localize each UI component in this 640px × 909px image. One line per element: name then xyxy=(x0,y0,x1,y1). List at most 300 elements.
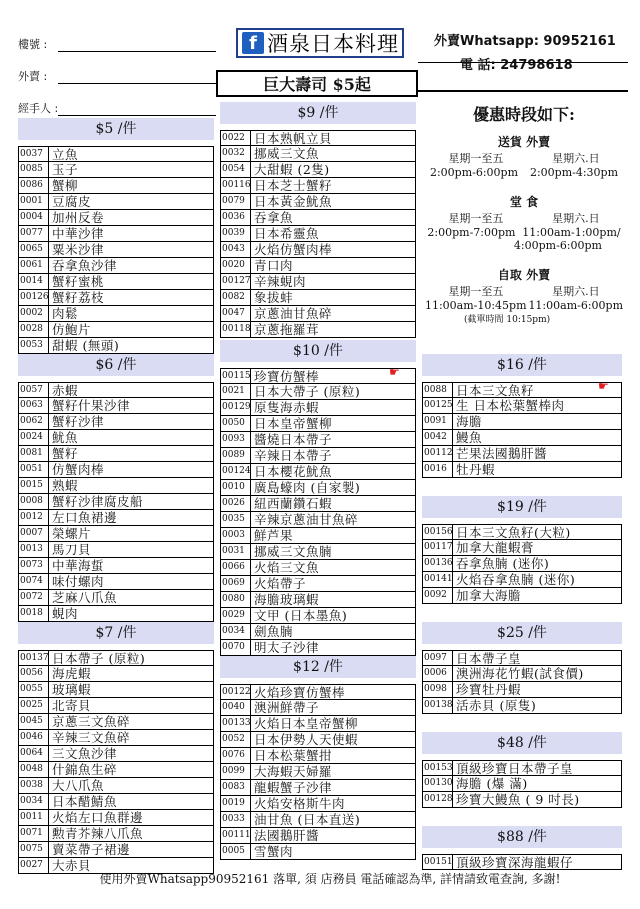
item-code: 0039 xyxy=(221,226,251,241)
menu-row xyxy=(18,574,214,590)
item-name: 味付螺肉 xyxy=(52,574,105,589)
item-name: 雪蟹肉 xyxy=(254,844,294,859)
item-name: 豆腐皮 xyxy=(52,194,92,209)
item-name: 火焰吞拿魚腩 (迷你) xyxy=(456,572,576,587)
menu-row xyxy=(422,430,622,446)
promo-time: 2:00pm-6:00pm xyxy=(429,166,519,179)
item-name: 蜆肉 xyxy=(52,606,79,621)
menu-row xyxy=(220,242,416,258)
item-code: 0066 xyxy=(221,560,251,575)
section-price-header: $7 /件 xyxy=(18,622,214,644)
menu-row xyxy=(422,382,622,398)
menu-row xyxy=(422,776,622,792)
item-name: 澳洲海花竹蝦(試食價) xyxy=(456,666,584,681)
menu-row xyxy=(18,606,214,622)
menu-row xyxy=(18,714,214,730)
item-name: 蟹籽蜜桃 xyxy=(52,274,105,289)
item-name: 辛辣蜆肉 xyxy=(254,274,307,289)
item-name: 頂級珍寶深海龍蝦仔 xyxy=(456,855,574,869)
item-code: 0015 xyxy=(19,478,49,493)
item-name: 日本帶子皇 xyxy=(456,651,522,665)
item-name: 肉鬆 xyxy=(52,306,79,321)
item-code: 0028 xyxy=(19,322,49,337)
item-code: 0089 xyxy=(221,448,251,463)
menu-row xyxy=(220,480,416,496)
menu-row xyxy=(18,338,214,354)
promo-time: 11:00am-6:00pm xyxy=(528,299,624,312)
item-name: 文甲 (日本墨魚) xyxy=(254,608,348,623)
promo-block-title: 送貨 外賣 xyxy=(497,135,551,149)
menu-row xyxy=(220,146,416,162)
item-name: 油甘魚 (日本直送) xyxy=(254,812,361,827)
menu-row xyxy=(18,306,214,322)
item-code: 0083 xyxy=(221,780,251,795)
item-code: 00141 xyxy=(423,572,453,587)
item-code: 0013 xyxy=(19,542,49,557)
menu-row xyxy=(18,826,214,842)
menu-row xyxy=(18,794,214,810)
item-name: 廣島蠔肉 (自家製) xyxy=(254,480,361,495)
menu-row xyxy=(220,592,416,608)
item-code: 0056 xyxy=(19,666,49,681)
item-code: 0004 xyxy=(19,210,49,225)
menu-table xyxy=(422,650,622,714)
item-name: 火焰仿蟹肉棒 xyxy=(254,242,333,257)
item-code: 0011 xyxy=(19,810,49,825)
item-code: 0077 xyxy=(19,226,49,241)
menu-row xyxy=(220,732,416,748)
menu-table xyxy=(422,854,622,870)
item-code: 0032 xyxy=(221,146,251,161)
item-code: 0052 xyxy=(221,732,251,747)
item-code: 0034 xyxy=(221,624,251,639)
recommend-hand-icon: ☛ xyxy=(598,379,609,393)
item-code: 00111 xyxy=(221,828,251,843)
menu-row xyxy=(18,778,214,794)
menu-row xyxy=(18,746,214,762)
item-code: 0020 xyxy=(221,258,251,273)
item-name: 日本醋鯖魚 xyxy=(52,794,118,809)
item-name: 日本帶子 (原粒) xyxy=(52,651,146,665)
menu-row xyxy=(220,764,416,780)
menu-row xyxy=(220,368,416,384)
item-code: 0099 xyxy=(221,764,251,779)
menu-row xyxy=(18,258,214,274)
item-name: 吞拿魚 xyxy=(254,210,294,225)
item-name: 海膽 (爆 滿) xyxy=(456,776,528,791)
item-name: 京蔥三文魚碎 xyxy=(52,714,131,729)
menu-row xyxy=(422,588,622,604)
menu-row xyxy=(422,760,622,776)
item-name: 中華沙律 xyxy=(52,226,105,241)
menu-row xyxy=(18,446,214,462)
field-floor: 樓號 : xyxy=(18,36,216,54)
item-name: 生 日本松葉蟹棒肉 xyxy=(456,398,565,413)
menu-row xyxy=(18,558,214,574)
item-name: 玉子 xyxy=(52,162,79,177)
menu-row xyxy=(220,226,416,242)
item-code: 0097 xyxy=(423,651,453,665)
menu-row xyxy=(18,290,214,306)
item-code: 00133 xyxy=(221,716,251,731)
item-code: 0092 xyxy=(423,588,453,603)
menu-row xyxy=(18,666,214,682)
menu-row xyxy=(220,274,416,290)
menu-row xyxy=(220,432,416,448)
item-code: 0081 xyxy=(19,446,49,461)
menu-row xyxy=(422,682,622,698)
section-9 xyxy=(220,102,416,338)
field-handler: 經手人 : xyxy=(18,100,216,118)
facebook-icon: f xyxy=(242,32,264,54)
item-code: 0085 xyxy=(19,162,49,177)
item-name: 頂級珍寶日本帶子皇 xyxy=(456,761,574,775)
item-code: 00116 xyxy=(221,178,251,193)
item-code: 00115 xyxy=(222,371,251,381)
item-code: 0062 xyxy=(19,414,49,429)
item-name: 勲青芥辣八爪魚 xyxy=(52,826,144,841)
item-name: 蟹柳 xyxy=(52,178,79,193)
item-code: 0018 xyxy=(19,606,49,621)
menu-row xyxy=(220,844,416,860)
item-name: 北寄貝 xyxy=(52,698,92,713)
item-name: 辛辣三文魚碎 xyxy=(52,730,131,745)
item-code: 0093 xyxy=(221,432,251,447)
item-name: 粟米沙律 xyxy=(52,242,105,257)
menu-row xyxy=(220,306,416,322)
menu-row xyxy=(220,684,416,700)
section-price-header: $10 /件 xyxy=(220,340,416,362)
menu-row xyxy=(422,650,622,666)
menu-row xyxy=(422,462,622,478)
menu-row xyxy=(18,462,214,478)
item-code: 0029 xyxy=(221,608,251,623)
header-rule-2 xyxy=(418,90,628,92)
promo-hours xyxy=(424,102,624,325)
footer-note: 使用外賣Whatsapp90952161 落單, 須 店務員 電話確認為準, 詳情請致電查詢, 多謝! xyxy=(99,872,561,886)
menu-row xyxy=(18,698,214,714)
section-6 xyxy=(18,354,214,622)
menu-row xyxy=(220,448,416,464)
item-name: 海虎蝦 xyxy=(52,666,92,681)
item-code: 00129 xyxy=(221,400,251,415)
item-code: 00137 xyxy=(20,653,49,663)
item-name: 大八爪魚 xyxy=(52,778,105,793)
item-name: 熟蝦 xyxy=(52,478,79,493)
item-name: 明太子沙律 xyxy=(254,640,320,655)
menu-row xyxy=(220,384,416,400)
menu-row xyxy=(422,666,622,682)
promo-day: 星期六.日 xyxy=(552,212,600,225)
menu-row xyxy=(18,526,214,542)
item-code: 0063 xyxy=(19,398,49,413)
menu-row xyxy=(18,590,214,606)
item-code: 00136 xyxy=(423,556,453,571)
menu-row xyxy=(220,210,416,226)
item-code: 0048 xyxy=(19,762,49,777)
item-code: 0025 xyxy=(19,698,49,713)
item-name: 火焰三文魚 xyxy=(254,560,320,575)
item-name: 立魚 xyxy=(52,147,79,161)
item-code: 0014 xyxy=(19,274,49,289)
item-name: 仿鮑片 xyxy=(52,322,92,337)
menu-row xyxy=(220,560,416,576)
menu-row xyxy=(422,854,622,870)
item-code: 0033 xyxy=(221,812,251,827)
item-code: 0071 xyxy=(19,826,49,841)
menu-row xyxy=(18,810,214,826)
item-name: 劍魚腩 xyxy=(254,624,294,639)
menu-row xyxy=(18,650,214,666)
item-name: 澳洲鮮帶子 xyxy=(254,700,320,715)
menu-row xyxy=(18,242,214,258)
item-code: 0019 xyxy=(221,796,251,811)
item-name: 左口魚裙邊 xyxy=(52,510,118,525)
item-name: 加州反卷 xyxy=(52,210,105,225)
menu-row xyxy=(220,624,416,640)
item-name: 榮螺片 xyxy=(52,526,92,541)
menu-row xyxy=(18,322,214,338)
item-name: 辛辣京蔥油甘魚碎 xyxy=(254,512,359,527)
item-name: 珍寶牡丹蝦 xyxy=(456,682,522,697)
item-name: 象拔蚌 xyxy=(254,290,294,305)
item-name: 魷魚 xyxy=(52,430,79,445)
item-code: 0080 xyxy=(221,592,251,607)
item-code: 0073 xyxy=(19,558,49,573)
section-12 xyxy=(220,656,416,860)
item-name: 三文魚沙律 xyxy=(52,746,118,761)
item-name: 賣菜帶子裙邊 xyxy=(52,842,131,857)
item-name: 馬刀貝 xyxy=(52,542,92,557)
item-name: 日本皇帝蟹柳 xyxy=(254,416,333,431)
section-88 xyxy=(422,826,622,870)
item-name: 吞拿魚腩 (迷你) xyxy=(456,556,550,571)
item-name: 珍寶仿蟹棒 xyxy=(254,369,320,383)
item-name: 大海蝦天婦羅 xyxy=(254,764,333,779)
section-price-header: $88 /件 xyxy=(422,826,622,848)
promo-block-title: 堂 食 xyxy=(509,195,539,209)
menu-row xyxy=(18,478,214,494)
item-name: 加拿大龍蝦膏 xyxy=(456,540,535,555)
item-name: 鰻魚 xyxy=(456,430,483,445)
menu-row xyxy=(220,716,416,732)
item-code: 0010 xyxy=(221,480,251,495)
item-code: 0022 xyxy=(221,131,251,145)
item-code: 0091 xyxy=(423,414,453,429)
item-code: 0016 xyxy=(423,462,453,477)
menu-row xyxy=(220,544,416,560)
item-code: 0047 xyxy=(221,306,251,321)
menu-row xyxy=(18,178,214,194)
item-code: 0037 xyxy=(19,147,49,161)
menu-table xyxy=(18,382,214,622)
promo-day: 星期一至五 xyxy=(448,285,504,298)
promo-day: 星期一至五 xyxy=(448,212,504,225)
menu-row xyxy=(18,162,214,178)
menu-row xyxy=(422,398,622,414)
item-name: 挪威三文魚腩 xyxy=(254,544,333,559)
menu-row xyxy=(220,416,416,432)
item-code: 0057 xyxy=(19,383,49,397)
menu-row xyxy=(18,762,214,778)
item-name: 蟹籽沙律 xyxy=(52,414,105,429)
menu-row xyxy=(220,400,416,416)
item-name: 活赤貝 (原隻) xyxy=(456,698,537,713)
menu-row xyxy=(220,780,416,796)
item-code: 0027 xyxy=(19,858,49,873)
menu-table xyxy=(18,146,214,354)
section-price-header: $5 /件 xyxy=(18,118,214,140)
menu-row xyxy=(220,828,416,844)
item-code: 0086 xyxy=(19,178,49,193)
item-name: 日本希靈魚 xyxy=(254,226,320,241)
promo-cutoff: (截單時間 10:15pm) xyxy=(464,315,551,325)
item-code: 0065 xyxy=(19,242,49,257)
menu-row xyxy=(220,640,416,656)
field-takeaway: 外賣 : xyxy=(18,68,216,86)
menu-row xyxy=(422,540,622,556)
item-code: 0012 xyxy=(19,510,49,525)
item-code: 0040 xyxy=(221,700,251,715)
menu-row xyxy=(220,812,416,828)
item-code: 0007 xyxy=(19,526,49,541)
promo-day: 星期六.日 xyxy=(552,285,600,298)
item-code: 00112 xyxy=(423,446,453,461)
menu-row xyxy=(220,130,416,146)
item-code: 0082 xyxy=(221,290,251,305)
menu-row xyxy=(18,226,214,242)
item-name: 日本大帶子 (原粒) xyxy=(254,384,361,399)
menu-row xyxy=(220,576,416,592)
item-code: 00124 xyxy=(221,464,251,479)
section-10 xyxy=(220,340,416,656)
item-code: 0046 xyxy=(19,730,49,745)
menu-row xyxy=(18,414,214,430)
item-name: 火焰帶子 xyxy=(254,576,307,591)
item-code: 0043 xyxy=(221,242,251,257)
item-code: 0051 xyxy=(19,462,49,477)
item-name: 芒果法國鵝肝醬 xyxy=(456,446,548,461)
item-code: 0075 xyxy=(19,842,49,857)
phone-number: 電 話: 24798618 xyxy=(460,58,573,73)
item-name: 大甜蝦 (2隻) xyxy=(254,162,330,177)
menu-table xyxy=(422,382,622,478)
menu-row xyxy=(18,842,214,858)
item-code: 0064 xyxy=(19,746,49,761)
menu-row xyxy=(220,194,416,210)
item-code: 00138 xyxy=(423,698,453,713)
item-name: 日本黃金魷魚 xyxy=(254,194,333,209)
item-code: 0069 xyxy=(221,576,251,591)
menu-row xyxy=(422,698,622,714)
menu-row xyxy=(18,274,214,290)
item-name: 赤蝦 xyxy=(52,383,79,397)
item-code: 0074 xyxy=(19,574,49,589)
item-code: 0061 xyxy=(19,258,49,273)
item-name: 大赤貝 xyxy=(52,858,92,873)
menu-row xyxy=(220,608,416,624)
section-19 xyxy=(422,496,622,604)
item-code: 00130 xyxy=(423,776,453,791)
item-name: 牡丹蝦 xyxy=(456,462,496,477)
item-name: 原隻海赤蝦 xyxy=(254,400,320,415)
section-price-header: $6 /件 xyxy=(18,354,214,376)
item-code: 0036 xyxy=(221,210,251,225)
menu-row xyxy=(220,796,416,812)
item-name: 日本熟帆立貝 xyxy=(254,131,333,145)
item-name: 中華海蜇 xyxy=(52,558,105,573)
menu-row xyxy=(422,446,622,462)
item-name: 海膽玻璃蝦 xyxy=(254,592,320,607)
item-name: 日本三文魚籽(大粒) xyxy=(456,525,571,539)
item-name: 火焰日本皇帝蟹柳 xyxy=(254,716,359,731)
item-code: 0002 xyxy=(19,306,49,321)
menu-row xyxy=(220,496,416,512)
item-code: 0038 xyxy=(19,778,49,793)
menu-row xyxy=(220,700,416,716)
item-code: 00125 xyxy=(423,398,453,413)
item-name: 鮮芦果 xyxy=(254,528,294,543)
promo-day: 星期一至五 xyxy=(448,152,504,165)
item-code: 0008 xyxy=(19,494,49,509)
item-code: 0024 xyxy=(19,430,49,445)
item-name: 吞拿魚沙律 xyxy=(52,258,118,273)
menu-table xyxy=(18,650,214,874)
promo-time: 2:00pm-7:00pm xyxy=(427,226,516,239)
item-name: 甜蝦 (無頭) xyxy=(52,338,120,353)
promo-time: 2:00pm-4:30pm xyxy=(529,166,619,179)
menu-table xyxy=(220,130,416,338)
menu-row xyxy=(18,210,214,226)
item-code: 0070 xyxy=(221,640,251,655)
item-name: 火焰左口魚群邊 xyxy=(52,810,144,825)
menu-row xyxy=(18,730,214,746)
item-code: 0045 xyxy=(19,714,49,729)
item-name: 京蔥油甘魚碎 xyxy=(254,306,333,321)
item-name: 龍蝦蟹子沙律 xyxy=(254,780,333,795)
item-code: 00127 xyxy=(221,274,251,289)
recommend-hand-icon: ☛ xyxy=(389,365,400,379)
item-code: 0042 xyxy=(423,430,453,445)
promo-title: 優惠時段如下: xyxy=(473,105,575,124)
menu-row xyxy=(18,682,214,698)
item-code: 0055 xyxy=(19,682,49,697)
item-name: 什錦魚生碎 xyxy=(52,762,118,777)
item-name: 仿蟹肉棒 xyxy=(52,462,105,477)
menu-row xyxy=(422,556,622,572)
menu-row xyxy=(220,290,416,306)
item-code: 00128 xyxy=(423,792,453,807)
item-name: 日本櫻花魷魚 xyxy=(254,464,333,479)
item-code: 0034 xyxy=(19,794,49,809)
menu-row xyxy=(220,512,416,528)
item-name: 青口肉 xyxy=(254,258,294,273)
section-price-header: $48 /件 xyxy=(422,732,622,754)
item-code: 00117 xyxy=(423,540,453,555)
promo-time: 11:00am-10:45pm xyxy=(424,299,527,312)
promo-time: 11:00am-1:00pm/ xyxy=(522,226,621,239)
menu-row xyxy=(422,572,622,588)
item-code: 0053 xyxy=(19,338,49,353)
item-name: 火焰珍寶仿蟹棒 xyxy=(254,685,346,699)
promo-time-extra: 4:00pm-6:00pm xyxy=(513,239,602,252)
section-price-header: $12 /件 xyxy=(220,656,416,678)
item-name: 日本伊勢人天使蝦 xyxy=(254,732,359,747)
menu-row xyxy=(220,528,416,544)
item-name: 京蔥拖羅茸 xyxy=(254,322,320,337)
section-7 xyxy=(18,622,214,874)
item-code: 0026 xyxy=(221,496,251,511)
